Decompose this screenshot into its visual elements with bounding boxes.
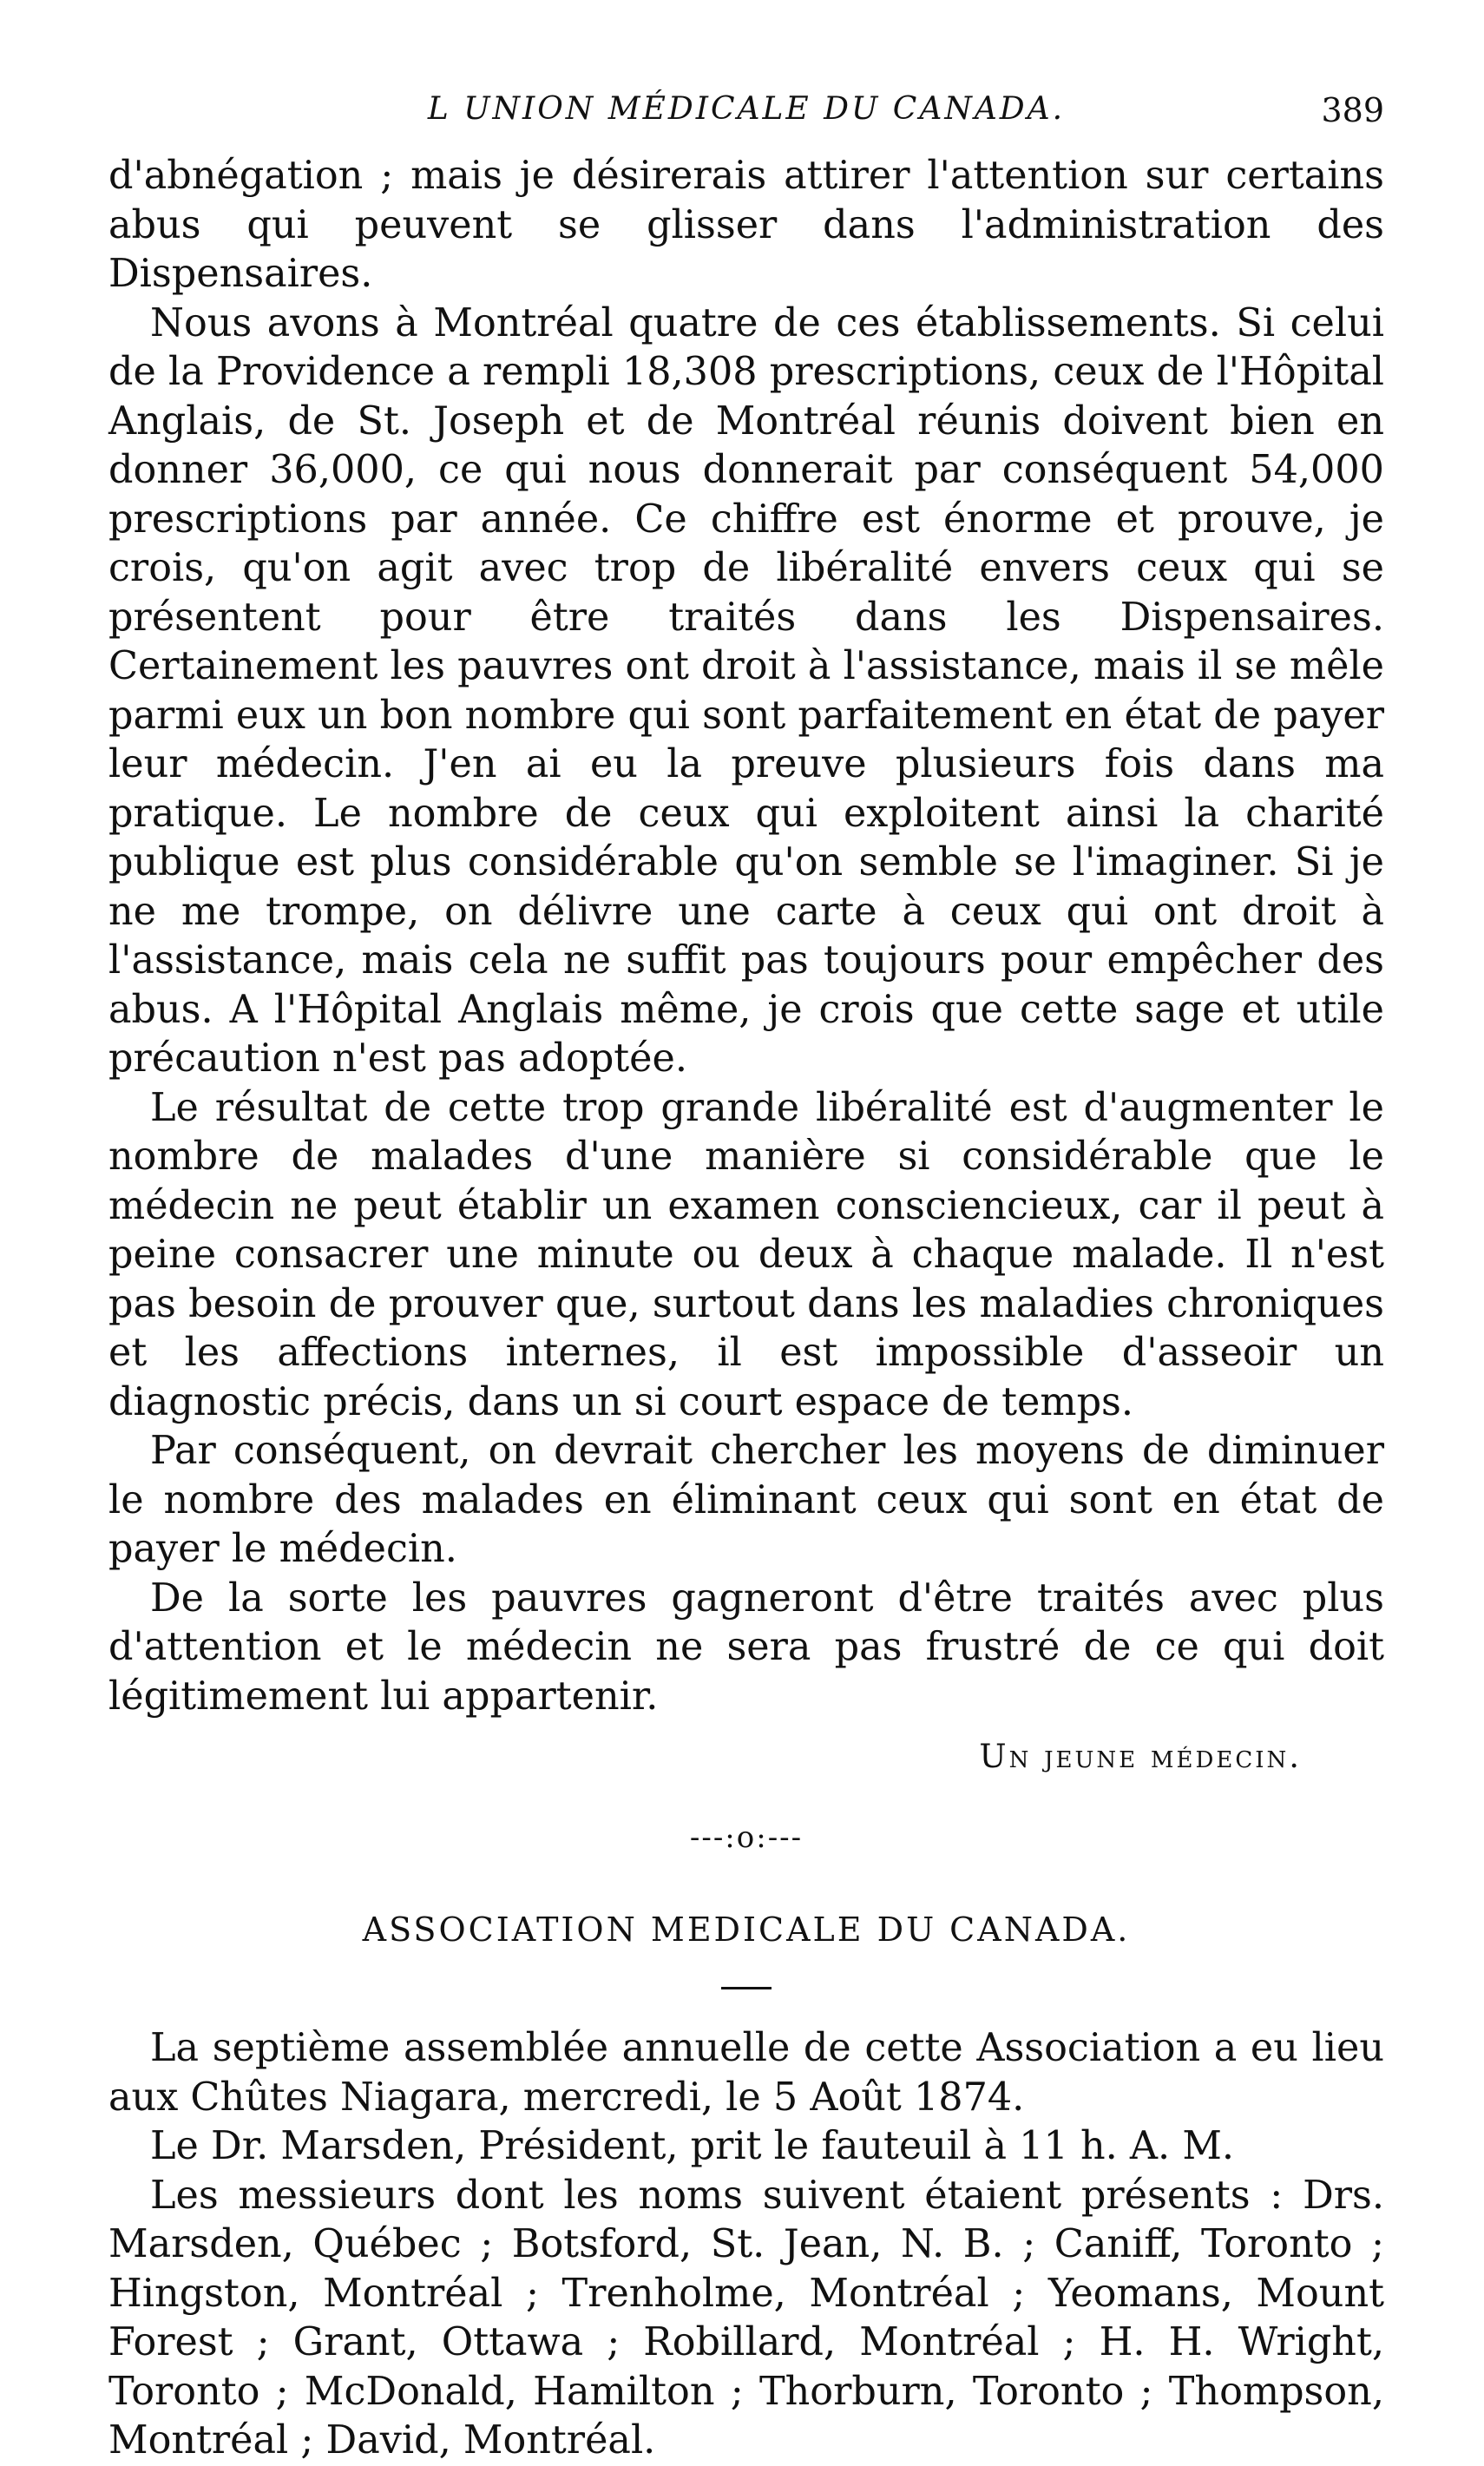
title-rule — [721, 1987, 772, 1989]
author-signature: Un jeune médecin. — [979, 1738, 1302, 1775]
article-paragraph: Par conséquent, on devrait chercher les moyens de diminuer le nombre des malades en éliminant ceux qui sont en état de payer le médecin. — [108, 1429, 1384, 1571]
article-paragraph: Le résultat de cette trop grande libéralité est d'augmenter le nombre de malades d'une manière si considérable que le médecin ne peut établir un examen consciencieux, car il peut à peine consacrer une minute ou deux à chaque malade. Il n'est pas besoin de prouver que, surtout dans les maladies chroniques et les affections internes, il est impossible d'asseoir un diagnostic précis, dans un si court espace de temps. — [108, 1085, 1384, 1424]
article-paragraph: d'abnégation ; mais je désirerais attirer l'attention sur certains abus qui peuvent se glisser dans l'administration des Dispensaires. — [108, 154, 1384, 296]
article-paragraph: Nous avons à Montréal quatre de ces établissements. Si celui de la Providence a rempli 18,308 prescriptions, ceux de l'Hôpital Anglais, de St. Joseph et de Montréal réunis doivent bien en donner 36,000, ce qui nous donnerait par conséquent 54,000 prescriptions par année. Ce chiffre est énorme et prouve, je crois, qu'on agit avec trop de libéralité envers ceux qui se présentent pour être traités dans les Dispensaires. Certainement les pauvres ont droit à l'assistance, mais il se mêle parmi eux un bon nombre qui sont parfaitement en état de payer leur médecin. J'en ai eu la preuve plusieurs fois dans ma pratique. Le nombre de ceux qui exploitent ainsi la charité publique est plus considérable qu'on semble se l'imaginer. Si je ne me trompe, on délivre une carte à ceux qui ont droit à l'assistance, mais cela ne suffit pas toujours pour empêcher des abus. A l'Hôpital Anglais même, je crois que cette sage et utile précaution n'est pas adoptée. — [108, 300, 1384, 1081]
section-separator: ---:o:--- — [689, 1820, 804, 1855]
article-paragraph: La septième assemblée annuelle de cette Association a eu lieu aux Chûtes Niagara, mercredi, le 5 Août 1874. — [108, 2026, 1384, 2120]
article-paragraph: De la sorte les pauvres gagneront d'être traités avec plus d'attention et le médecin ne sera pas frustré de ce qui doit légitimement lui appartenir. — [108, 1575, 1384, 1719]
article-paragraph: Le Dr. Marsden, Président, prit le fauteuil à 11 h. A. M. — [150, 2124, 1235, 2168]
article-dispensaires — [108, 152, 1384, 1779]
running-head — [108, 82, 1384, 143]
page-number: 389 — [1321, 91, 1384, 129]
document-page — [108, 82, 1384, 2466]
article-association — [108, 1909, 1384, 2466]
running-title: L UNION MÉDICALE DU CANADA. — [427, 91, 1066, 127]
section-title: ASSOCIATION MEDICALE DU CANADA. — [362, 1910, 1131, 1949]
article-paragraph: Les messieurs dont les noms suivent étaient présents : Drs. Marsden, Québec ; Botsford, St. Jean, N. B. ; Caniff, Toronto ; Hingston, Montréal ; Trenholme, Montréal ; Yeomans, Mount Forest ; Grant, Ottawa ; Robillard, Montréal ; H. H. Wright, Toronto ; McDonald, Hamilton ; Thorburn, Toronto ; Thompson, Montréal ; David, Montréal. — [108, 2173, 1384, 2463]
